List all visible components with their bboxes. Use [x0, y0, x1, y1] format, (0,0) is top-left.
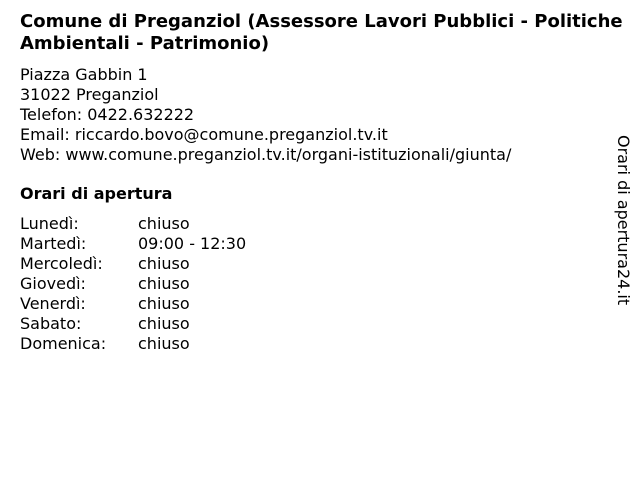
hours-row-monday [20, 214, 246, 234]
hours-row-saturday [20, 314, 246, 334]
hours-row-thursday [20, 274, 246, 294]
day-label: Lunedì: [20, 214, 79, 233]
day-label: Sabato: [20, 314, 82, 333]
day-hours: chiuso [138, 214, 190, 233]
day-hours: chiuso [138, 334, 190, 353]
hours-row-tuesday [20, 234, 246, 254]
street-address: Piazza Gabbin 1 [20, 65, 148, 84]
site-watermark: Orari di apertura24.it [614, 135, 633, 306]
page-title: Comune di Preganziol (Assessore Lavori Pubblici - Politiche Ambientali - Patrimonio) [20, 11, 623, 54]
city-address: 31022 Preganziol [20, 85, 159, 104]
opening-hours-table [20, 214, 246, 354]
day-hours: chiuso [138, 274, 190, 293]
day-hours: chiuso [138, 294, 190, 313]
hours-row-friday [20, 294, 246, 314]
day-hours: chiuso [138, 314, 190, 333]
website-url: Web: www.comune.preganziol.tv.it/organi-istituzionali/giunta/ [20, 145, 512, 164]
opening-hours-heading: Orari di apertura [20, 184, 173, 203]
hours-row-wednesday [20, 254, 246, 274]
day-label: Domenica: [20, 334, 107, 353]
day-hours: chiuso [138, 254, 190, 273]
address-block [20, 65, 511, 165]
day-hours: 09:00 - 12:30 [138, 234, 247, 253]
day-label: Mercoledì: [20, 254, 103, 273]
hours-row-sunday [20, 334, 246, 354]
email-address: Email: riccardo.bovo@comune.preganziol.tv.it [20, 125, 388, 144]
day-label: Martedì: [20, 234, 87, 253]
phone-number: Telefon: 0422.632222 [20, 105, 195, 124]
day-label: Venerdì: [20, 294, 86, 313]
day-label: Giovedì: [20, 274, 86, 293]
